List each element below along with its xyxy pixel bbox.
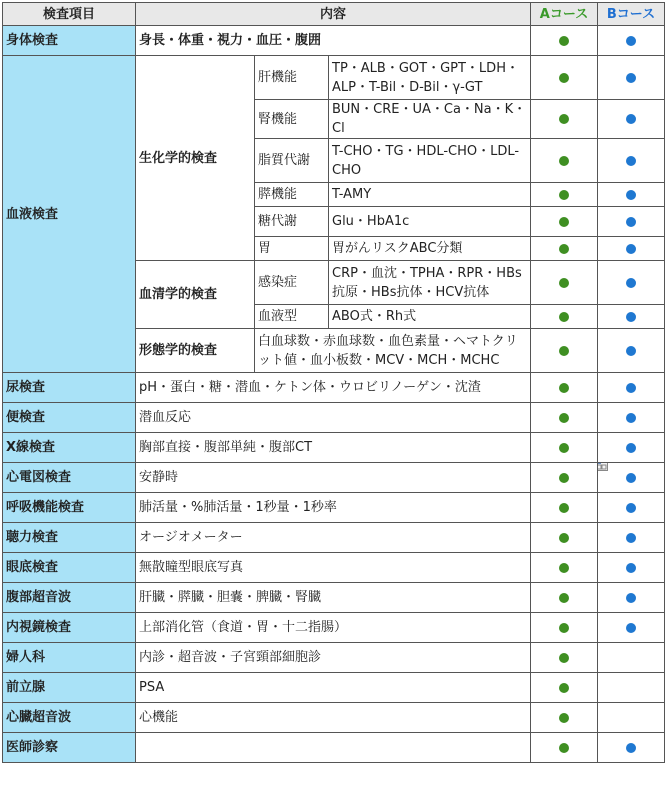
table-row	[3, 26, 665, 56]
table-row	[3, 523, 665, 553]
course-a-dot	[559, 383, 569, 393]
table-row	[3, 673, 665, 703]
course-a-dot	[559, 653, 569, 663]
table-row	[3, 373, 665, 403]
course-b-dot	[626, 156, 636, 166]
course-b-dot	[626, 593, 636, 603]
table-row	[3, 403, 665, 433]
content-cell: オージオメーター	[136, 523, 531, 553]
table-row	[3, 56, 665, 100]
table-row	[3, 583, 665, 613]
category-label: 呼吸機能検査	[3, 493, 136, 523]
course-b-dot	[626, 413, 636, 423]
course-b-dot	[626, 190, 636, 200]
category-label: 腹部超音波	[3, 583, 136, 613]
group-label: 形態学的検査	[136, 329, 255, 373]
content-cell	[136, 733, 531, 763]
item-name: 腎機能	[255, 100, 329, 139]
course-a-dot	[559, 36, 569, 46]
content-cell: ABO式・Rh式	[329, 305, 531, 329]
category-label: 身体検査	[3, 26, 136, 56]
course-a-dot	[559, 743, 569, 753]
category-label: X線検査	[3, 433, 136, 463]
item-name: 脂質代謝	[255, 139, 329, 183]
content-cell: 身長・体重・視力・血圧・腹囲	[136, 26, 531, 56]
course-b-dot	[626, 473, 636, 483]
category-label: 心臓超音波	[3, 703, 136, 733]
table-row	[3, 733, 665, 763]
content-cell: 内診・超音波・子宮頸部細胞診	[136, 643, 531, 673]
group-label: 血清学的検査	[136, 261, 255, 329]
item-name: 血液型	[255, 305, 329, 329]
course-a-dot	[559, 190, 569, 200]
content-cell: 白血球数・赤血球数・血色素量・ヘマトクリット値・血小板数・MCV・MCH・MCHC	[255, 329, 531, 373]
course-b-dot	[626, 563, 636, 573]
course-a-dot	[559, 312, 569, 322]
item-name: 糖代謝	[255, 207, 329, 237]
course-a-dot	[559, 244, 569, 254]
exam-table	[2, 2, 665, 763]
course-b-dot	[626, 743, 636, 753]
content-cell: Glu・HbA1c	[329, 207, 531, 237]
course-a-dot	[559, 683, 569, 693]
course-a-dot	[559, 217, 569, 227]
category-label: 聴力検査	[3, 523, 136, 553]
content-cell: 上部消化管（食道・胃・十二指腸）	[136, 613, 531, 643]
table-row	[3, 703, 665, 733]
item-name: 胃	[255, 237, 329, 261]
category-label: 便検査	[3, 403, 136, 433]
table-row	[3, 643, 665, 673]
category-label: 医師診察	[3, 733, 136, 763]
category-label: 内視鏡検査	[3, 613, 136, 643]
course-a-dot	[559, 623, 569, 633]
category-label: 血液検査	[3, 56, 136, 373]
content-cell: BUN・CRE・UA・Ca・Na・K・Cl	[329, 100, 531, 139]
table-row	[3, 613, 665, 643]
content-cell: 安静時	[136, 463, 531, 493]
course-a-dot	[559, 563, 569, 573]
category-label: 心電図検査	[3, 463, 136, 493]
course-a-dot	[559, 473, 569, 483]
course-a-dot	[559, 73, 569, 83]
table-row	[3, 493, 665, 523]
item-name: 肝機能	[255, 56, 329, 100]
content-cell: TP・ALB・GOT・GPT・LDH・ALP・T-Bil・D-Bil・γ-GT	[329, 56, 531, 100]
content-cell: 胃がんリスクABC分類	[329, 237, 531, 261]
item-name: 感染症	[255, 261, 329, 305]
course-b-dot	[626, 503, 636, 513]
course-a-dot	[559, 278, 569, 288]
category-label: 前立腺	[3, 673, 136, 703]
course-b-dot	[626, 217, 636, 227]
course-a-dot	[559, 413, 569, 423]
content-cell: 肝臓・膵臓・胆嚢・脾臓・腎臓	[136, 583, 531, 613]
course-a-dot	[559, 593, 569, 603]
course-b-dot	[626, 73, 636, 83]
course-b-dot	[626, 244, 636, 254]
course-b-dot	[626, 623, 636, 633]
course-a-dot	[559, 156, 569, 166]
course-a-dot	[559, 533, 569, 543]
course-a-dot	[559, 443, 569, 453]
table-row	[3, 553, 665, 583]
course-b-dot	[626, 114, 636, 124]
content-cell: T-AMY	[329, 183, 531, 207]
header-course-a: Aコース	[531, 3, 598, 26]
table-row	[3, 463, 665, 493]
item-name: 膵機能	[255, 183, 329, 207]
content-cell: 肺活量・%肺活量・1秒量・1秒率	[136, 493, 531, 523]
content-cell: 潜血反応	[136, 403, 531, 433]
course-a-dot	[559, 114, 569, 124]
course-b-dot	[626, 278, 636, 288]
content-cell: 心機能	[136, 703, 531, 733]
table-row	[3, 433, 665, 463]
header-course-b: Bコース	[598, 3, 665, 26]
content-cell: PSA	[136, 673, 531, 703]
course-b-dot	[626, 533, 636, 543]
group-label: 生化学的検査	[136, 56, 255, 261]
header-row	[3, 3, 665, 26]
course-a-dot	[559, 713, 569, 723]
course-b-dot	[626, 443, 636, 453]
course-b-dot	[626, 36, 636, 46]
content-cell: pH・蛋白・糖・潜血・ケトン体・ウロビリノーゲン・沈渣	[136, 373, 531, 403]
category-label: 眼底検査	[3, 553, 136, 583]
category-label: 婦人科	[3, 643, 136, 673]
content-cell: CRP・血沈・TPHA・RPR・HBs抗原・HBs抗体・HCV抗体	[329, 261, 531, 305]
category-label: 尿検査	[3, 373, 136, 403]
course-b-dot	[626, 346, 636, 356]
content-cell: 無散瞳型眼底写真	[136, 553, 531, 583]
course-a-dot	[559, 346, 569, 356]
course-a-dot	[559, 503, 569, 513]
content-cell: T-CHO・TG・HDL-CHO・LDL-CHO	[329, 139, 531, 183]
header-content: 内容	[136, 3, 531, 26]
course-b-dot	[626, 383, 636, 393]
paste-options-icon[interactable]	[598, 463, 609, 471]
course-b-dot	[626, 312, 636, 322]
header-item: 検査項目	[3, 3, 136, 26]
content-cell: 胸部直接・腹部単純・腹部CT	[136, 433, 531, 463]
